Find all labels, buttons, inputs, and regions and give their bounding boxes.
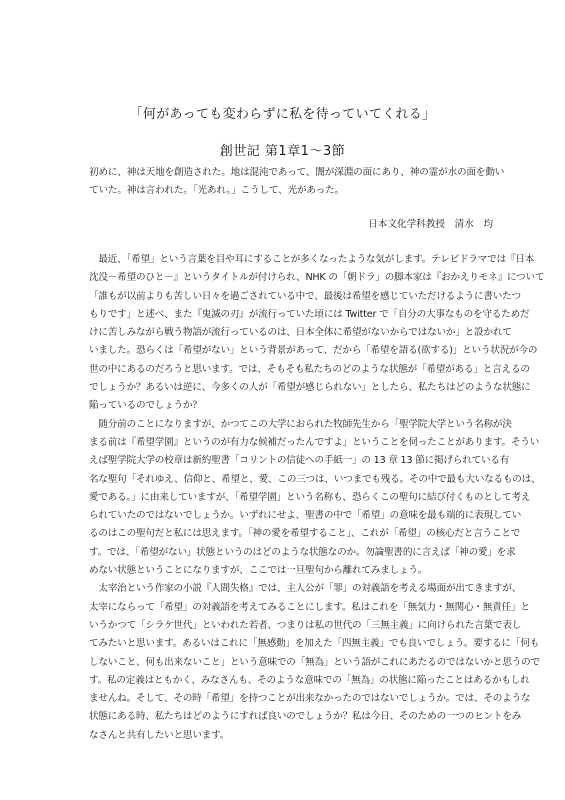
body-line: なさんと共有したいと思います。 [89, 729, 230, 741]
body-line: 太宰にならって「希望」の対義語を考えてみることにします。私はこれを「無気力・無関心・無責任」と [89, 601, 530, 613]
body-line: 世の中にあるのだろうと思います。では、そもそも私たちのどのような状態が「希望がある」と言えるの [89, 363, 530, 375]
body-line: す。私の定義はともかく、みなさんも、そのような意味での「無為」の状態に陥ったことはあるかもしれ [89, 674, 530, 686]
sermon-body [89, 251, 545, 745]
sermon-title: 「何があっても変わらずに私を待っていてくれる」 [129, 107, 436, 122]
body-line: す。では、「希望がない」状態というのはどのような状態なのか。勿論聖書的に言えば「神の愛」を求 [89, 546, 516, 558]
body-line: てみたいと思います。あるいはこれに「無感動」を加えた「四無主義」でも良いでしょう。要するに「何も [89, 638, 540, 650]
body-line: 「誰もが以前よりも苦しい日々を過ごされている中で、最後は希望を感じていただけるように書いたつ [89, 290, 521, 302]
body-line: 随分前のことになりますが、かつてこの大学におられた牧師先生から「聖学院大学という名称が決 [89, 418, 512, 430]
scripture-quote [89, 164, 505, 200]
body-line: るのはこの聖句だと私には思えます。「神の愛を希望すること」、これが「希望」の核心だと言うことで [89, 528, 521, 540]
author-line: 日本文化学科教授 清水 均 [368, 219, 493, 230]
body-line: えば聖学院大学の校章は新約聖書「コリントの信徒への手紙一」の 13 章 13 節に掲げられている有 [89, 455, 510, 467]
scripture-reference: 創世記 第1章1〜3節 [219, 144, 346, 159]
body-line: いうかつて「シラケ世代」といわれた若者、つまりは私の世代の「三無主義」に向けられた言葉で表し [89, 619, 522, 631]
body-line: ませんね。そして、その時「希望」を持つことが出来なかったのではないでしょうか。では、そのような [89, 693, 531, 705]
quote-line: ていた。神は言われた。「光あれ。」こうして、光があった。 [89, 185, 345, 196]
body-line: 名な聖句「それゆえ、信仰と、希望と、愛、この三つは、いつまでも残る。その中で最も大いなるものは、 [89, 473, 541, 485]
body-line: しないこと、何も出来ないこと」という意味での「無為」という語がこれにあたるのではないかと思うので [89, 656, 540, 668]
body-line: まる前は『希望学園』というのが有力な候補だったんですよ」ということを伺ったことがあります。そうい [89, 436, 540, 448]
body-line: 状態にある時、私たちはどのようにすれば良いのでしょうか？私は今日、そのための一つのヒントをみ [89, 711, 522, 723]
body-line: られていたのではないでしょうか。いずれにせよ、聖書の中で「希望」の意味を最も端的に表現してい [89, 510, 522, 522]
body-line: いました。恐らくは「希望がない」という背景があって、だから「希望を語る(欲する)」という状況が今の [89, 345, 538, 357]
body-line: めない状態ということになりますが、ここでは一旦聖句から離れてみましょう。 [89, 565, 428, 577]
body-line: 陥っているのでしょうか？ [89, 400, 202, 412]
quote-line: 初めに、神は天地を創造された。地は混沌であって、闇が深淵の面にあり、神の霊が水の面を動い [89, 167, 505, 178]
body-line: 愛である。」に由来していますが、「希望学園」という名称も、恐らくこの聖句に結び付くものとして考え [89, 491, 531, 503]
body-line: でしょうか？あるいは逆に、今多くの人が「希望が感じられない」としたら、私たちはどのような状態に [89, 382, 531, 394]
body-line: けに苦しみながら戦う物語が流行っているのは、日本全体に希望がないからではないか」と設かれて [89, 327, 512, 339]
body-line: 最近、「希望」という言葉を目や耳にすることが多くなったような気がします。テレビドラマでは『日本 [89, 254, 535, 265]
body-line: 沈没－希望のひと－』というタイトルが付けられ、NHK の「朝ドラ」の脚本家は『おかえりモネ』について [89, 272, 545, 284]
body-line: もりです」と述べ、また『鬼滅の刃』が流行っていた頃には Twitter で「自分の大事なものを守るためだ [89, 308, 530, 320]
body-line: 太宰治という作家の小説『人間失格』では、主人公が「罪」の対義語を考える場面が出てきますが、 [89, 583, 522, 595]
